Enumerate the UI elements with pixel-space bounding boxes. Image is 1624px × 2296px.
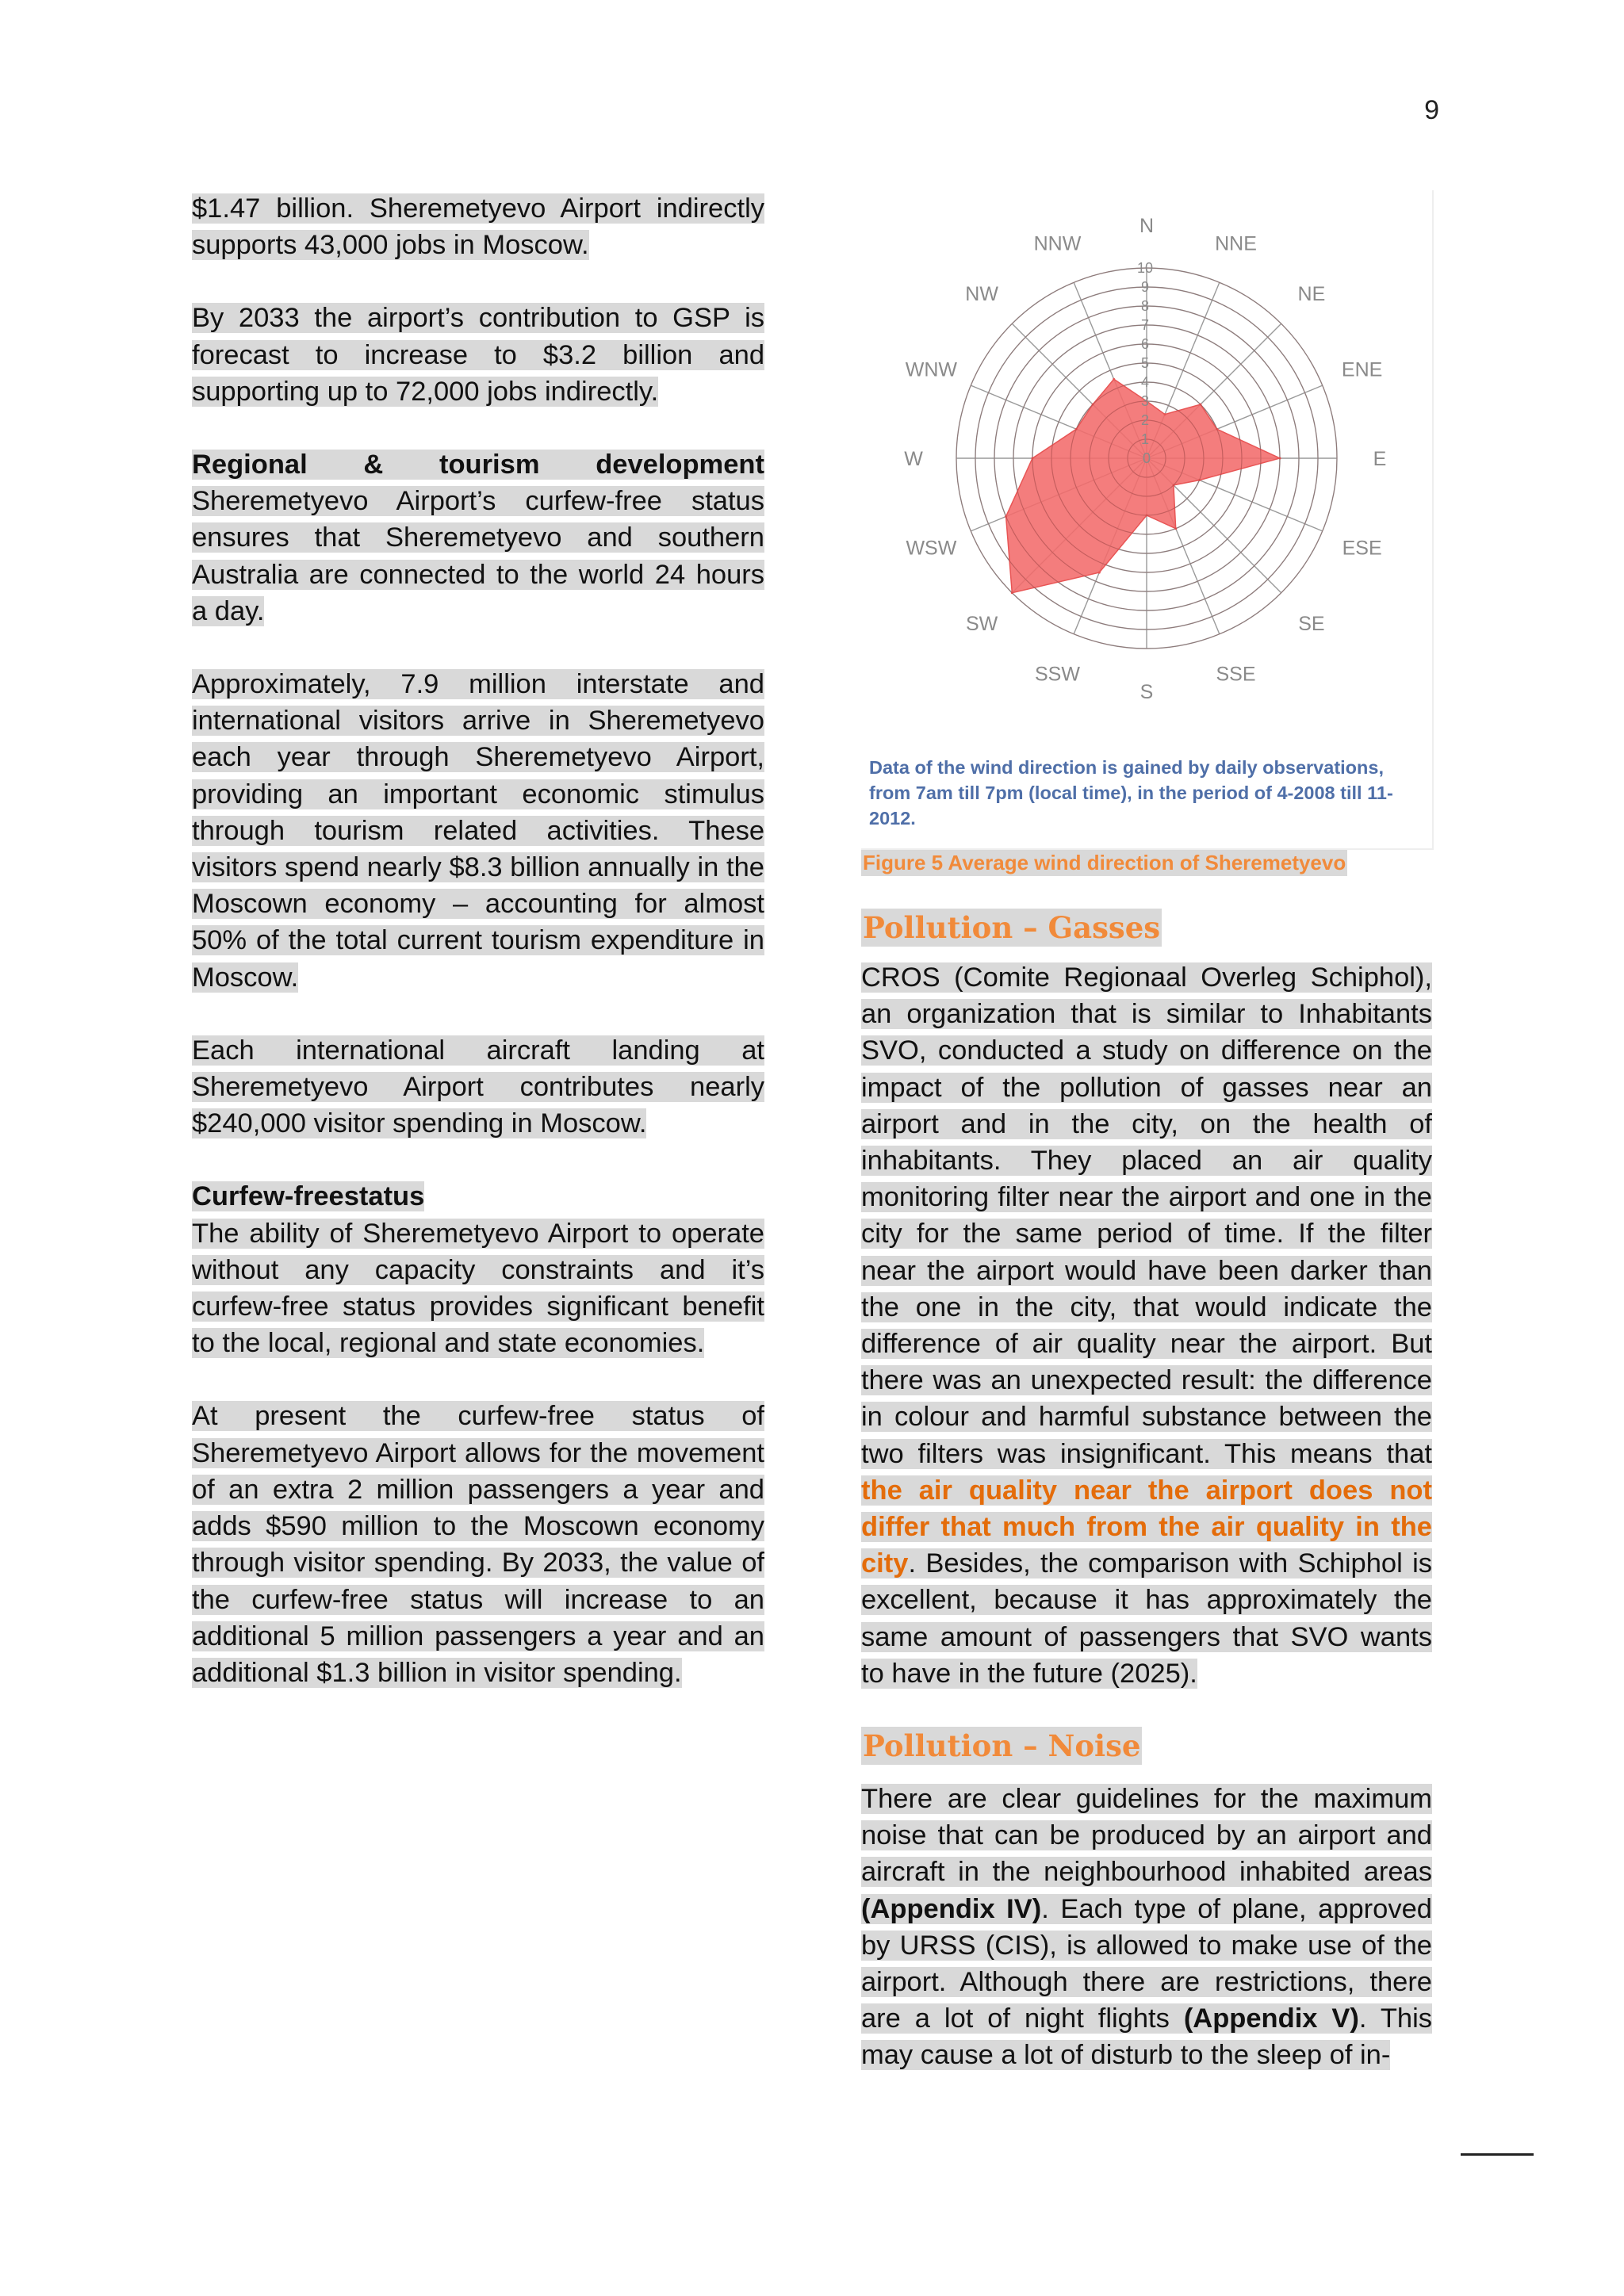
paragraph-cros-study <box>861 962 1432 1689</box>
direction-label-w: W <box>904 448 923 470</box>
data-point-nnw <box>1113 378 1115 381</box>
left-column <box>192 190 764 1691</box>
direction-label-wnw: WNW <box>905 358 958 381</box>
cros-text-part-2: . Besides, the comparison with Schiphol is excellent, because it has approximately the same amount of passengers that SVO wants to have in the future (2025). <box>861 1548 1432 1689</box>
direction-label-ne: NE <box>1297 283 1326 306</box>
page-number: 9 <box>1424 95 1439 125</box>
ring-label-8: 8 <box>1140 298 1150 314</box>
figure-caption: Figure 5 Average wind direction of Sheremetyevo <box>863 851 1346 874</box>
direction-label-sw: SW <box>965 612 998 635</box>
data-point-nne <box>1163 413 1166 415</box>
ring-label-0: 0 <box>1142 450 1151 466</box>
figure-note: Data of the wind direction is gained by daily observations, from 7am till 7pm (local time), in the period of 4-2008 till 11- 2012. <box>869 757 1393 828</box>
wind-rose-chart <box>861 190 1432 745</box>
ring-label-1: 1 <box>1140 431 1150 447</box>
footer-rule <box>1461 2153 1534 2156</box>
ring-label-2: 2 <box>1140 412 1150 428</box>
direction-label-e: E <box>1373 448 1387 470</box>
wind-series-area <box>1006 379 1280 593</box>
direction-label-nnw: NNW <box>1033 232 1082 255</box>
direction-label-ese: ESE <box>1342 537 1382 560</box>
paragraph-curfew-connectivity: Sheremetyevo Airport’s curfew-free status ensures that Sheremetyevo and southern Australia are connected to the world 24 hours a day. <box>192 486 764 626</box>
paragraph-visitors: Approximately, 7.9 million interstate and international visitors arrive in Sheremetyevo each year through Sheremetyevo Airport, providing an important economic stimulus through tourism related activities. These visitors spend nearly $8.3 billion annually in the Moscown economy – accounting for almost 50% of the total current tourism expenditure in Moscow. <box>192 669 764 993</box>
direction-label-nne: NNE <box>1215 232 1257 255</box>
ring-label-4: 4 <box>1140 374 1150 390</box>
paragraph-gsp-jobs: $1.47 billion. Sheremetyevo Airport indirectly supports 43,000 jobs in Moscow. <box>192 193 764 261</box>
ring-label-5: 5 <box>1140 355 1150 371</box>
paragraph-forecast-2033: By 2033 the airport’s contribution to GSP is forecast to increase to $3.2 billion and supporting up to 72,000 jobs indirectly. <box>192 303 764 407</box>
ring-label-7: 7 <box>1140 317 1150 333</box>
noise-text-part-2: . Each type of plane, approved by URSS (CIS), is allowed to make use of the airport. Although there are restrictions, there are a lot of night flights <box>861 1893 1432 2034</box>
air-quality-emphasis: the air quality near the airport does not differ that much from the air quality in the city <box>861 1475 1432 1579</box>
data-point-ssw <box>1098 572 1101 574</box>
appendix-v-reference: (Appendix V) <box>1183 2003 1359 2034</box>
cros-text-part-1: CROS (Comite Regionaal Overleg Schiphol), an organization that is similar to Inhabitants SVO, conducted a study on difference on the impact of the pollution of gasses near an airport and in the city, on the health of inhabitants. They placed an air quality monitoring filter near the airport and one in the city for the same period of time. If the filter near the airport would have been darker than the one in the city, that would indicate the difference of air quality near the airport. But there was an unexpected result: the difference in colour and harmful substance between the two filters was insignificant. This means that <box>861 962 1432 1469</box>
direction-label-wsw: WSW <box>906 537 957 560</box>
direction-label-nw: NW <box>965 283 998 306</box>
ring-label-9: 9 <box>1140 279 1150 295</box>
paragraph-noise-guidelines <box>861 1784 1432 2070</box>
heading-pollution-gasses: Pollution – Gasses <box>863 910 1161 945</box>
heading-regional-tourism: Regional & tourism development <box>192 450 764 480</box>
noise-text-part-1: There are clear guidelines for the maximum noise that can be produced by an airport and aircraft in the neighbourhood inhabited areas <box>861 1784 1432 1888</box>
paragraph-capacity: The ability of Sheremetyevo Airport to operate without any capacity constraints and it’s curfew-free status provides significant benefit to the local, regional and state economies. <box>192 1218 764 1359</box>
direction-label-se: SE <box>1298 612 1325 635</box>
direction-label-n: N <box>1139 215 1155 237</box>
direction-label-sse: SSE <box>1216 663 1256 686</box>
heading-curfew-free-status: Curfew-freestatus <box>192 1181 425 1212</box>
direction-label-ssw: SSW <box>1035 663 1080 686</box>
direction-label-ene: ENE <box>1341 358 1383 381</box>
right-column-noise <box>861 1781 1432 2074</box>
direction-label-s: S <box>1139 681 1154 703</box>
wind-rose-figure <box>861 190 1434 850</box>
noise-text-part-3: . This may cause a lot of disturb to the sleep of in- <box>861 2003 1432 2071</box>
ring-label-3: 3 <box>1140 393 1150 409</box>
right-column-gasses <box>861 959 1432 1692</box>
ring-label-10: 10 <box>1136 260 1154 276</box>
paragraph-passengers: At present the curfew-free status of Sheremetyevo Airport allows for the movement of an extra 2 million passengers a year and adds $590 million to the Moscown economy through visitor spending. By 2033, the value of the curfew-free status will increase to an additional 5 million passengers a year and an additional $1.3 billion in visitor spending. <box>192 1401 764 1688</box>
ring-label-6: 6 <box>1140 336 1150 352</box>
heading-pollution-noise: Pollution – Noise <box>863 1728 1141 1763</box>
paragraph-aircraft-landing: Each international aircraft landing at Sheremetyevo Airport contributes nearly $240,000 visitor spending in Moscow. <box>192 1035 764 1139</box>
appendix-iv-reference: (Appendix IV) <box>861 1893 1042 1924</box>
